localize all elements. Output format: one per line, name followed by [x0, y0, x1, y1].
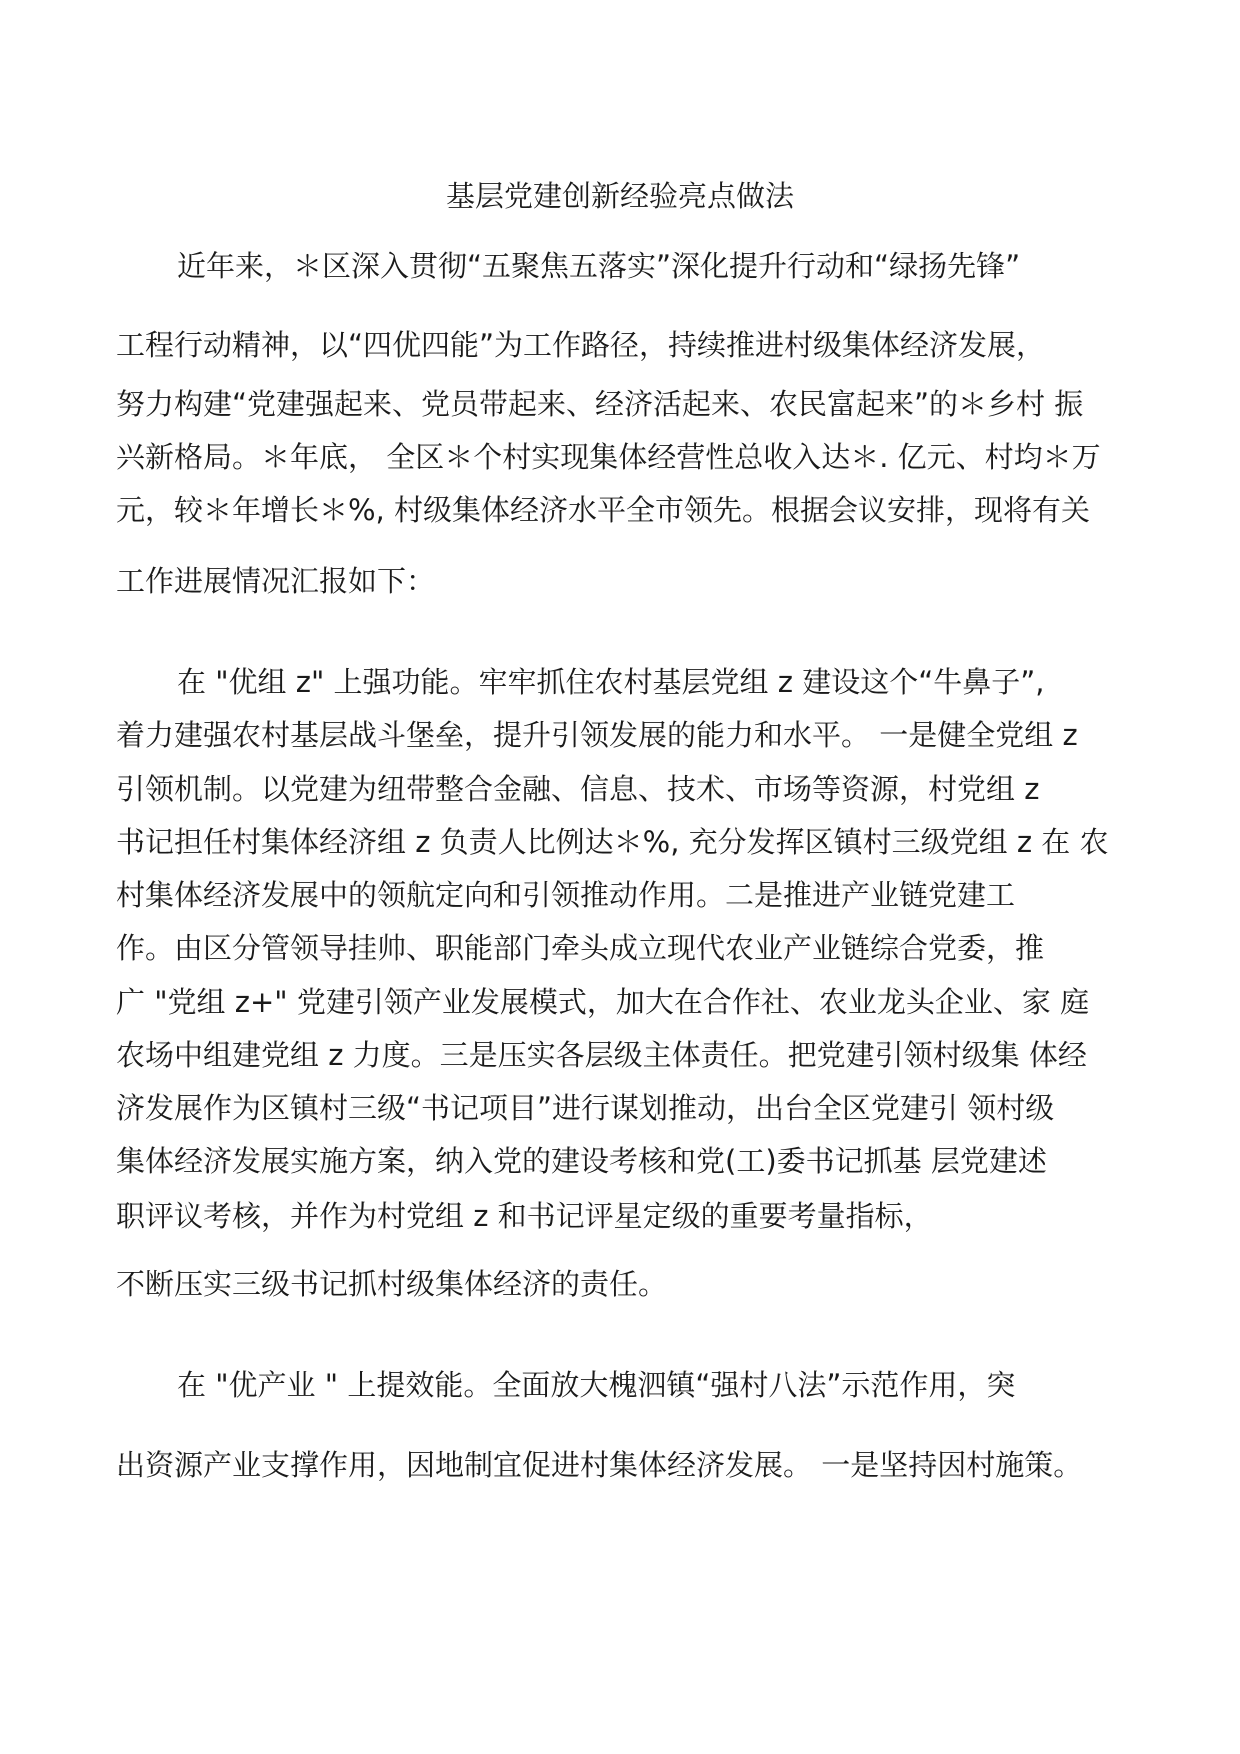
paragraph-line: 工作进展情况汇报如下： — [116, 564, 436, 598]
paragraph-line: 在 "优产业 " 上提效能。全面放大槐泗镇“强村八法”示范作用，突 — [177, 1368, 1016, 1402]
paragraph-line: 工程行动精神，以“四优四能”为工作路径，持续推进村级集体经济发展， — [116, 328, 1046, 362]
paragraph-line: 努力构建“党建强起来、党员带起来、经济活起来、农民富起来”的＊乡村 振 — [116, 387, 1084, 421]
paragraph-line: 兴新格局。＊年底， 全区＊个村实现集体经营性总收入达＊. 亿元、村均＊万 — [116, 440, 1101, 474]
paragraph-line: 着力建强农村基层战斗堡垒，提升引领发展的能力和水平。 一是健全党组 z — [116, 718, 1078, 752]
paragraph-line: 村集体经济发展中的领航定向和引领推动作用。二是推进产业链党建工 — [116, 878, 1016, 912]
paragraph-line: 近年来，＊区深入贯彻“五聚焦五落实”深化提升行动和“绿扬先锋” — [177, 249, 1021, 283]
paragraph-line: 不断压实三级书记抓村级集体经济的责任。 — [116, 1267, 668, 1301]
paragraph-line: 元，较＊年增长＊%, 村级集体经济水平全市领先。根据会议安排，现将有关 — [116, 493, 1090, 527]
document-title: 基层党建创新经验亮点做法 — [445, 179, 794, 213]
paragraph-line: 职评议考核，并作为村党组 z 和书记评星定级的重要考量指标， — [116, 1199, 933, 1233]
paragraph-line: 集体经济发展实施方案，纳入党的建设考核和党(工)委书记抓基 层党建述 — [116, 1144, 1047, 1178]
paragraph-line: 济发展作为区镇村三级“书记项目”进行谋划推动，出台全区党建引 领村级 — [116, 1091, 1055, 1125]
paragraph-line: 作。由区分管领导挂帅、职能部门牵头成立现代农业产业链综合党委，推 — [116, 931, 1045, 965]
paragraph-line: 书记担任村集体经济组 z 负责人比例达＊%, 充分发挥区镇村三级党组 z 在 农 — [116, 825, 1109, 859]
paragraph-line: 引领机制。以党建为纽带整合金融、信息、技术、市场等资源，村党组 z — [116, 772, 1040, 806]
paragraph-line: 在 "优组 z" 上强功能。牢牢抓住农村基层党组 z 建设这个“牛鼻子”, — [177, 665, 1045, 699]
paragraph-line: 出资源产业支撑作用，因地制宜促进村集体经济发展。 一是坚持因村施策。 — [116, 1448, 1083, 1482]
paragraph-line: 农场中组建党组 z 力度。三是压实各层级主体责任。把党建引领村级集 体经 — [116, 1038, 1087, 1072]
paragraph-line: 广 "党组 z+" 党建引领产业发展模式，加大在合作社、农业龙头企业、家 庭 — [116, 985, 1090, 1019]
